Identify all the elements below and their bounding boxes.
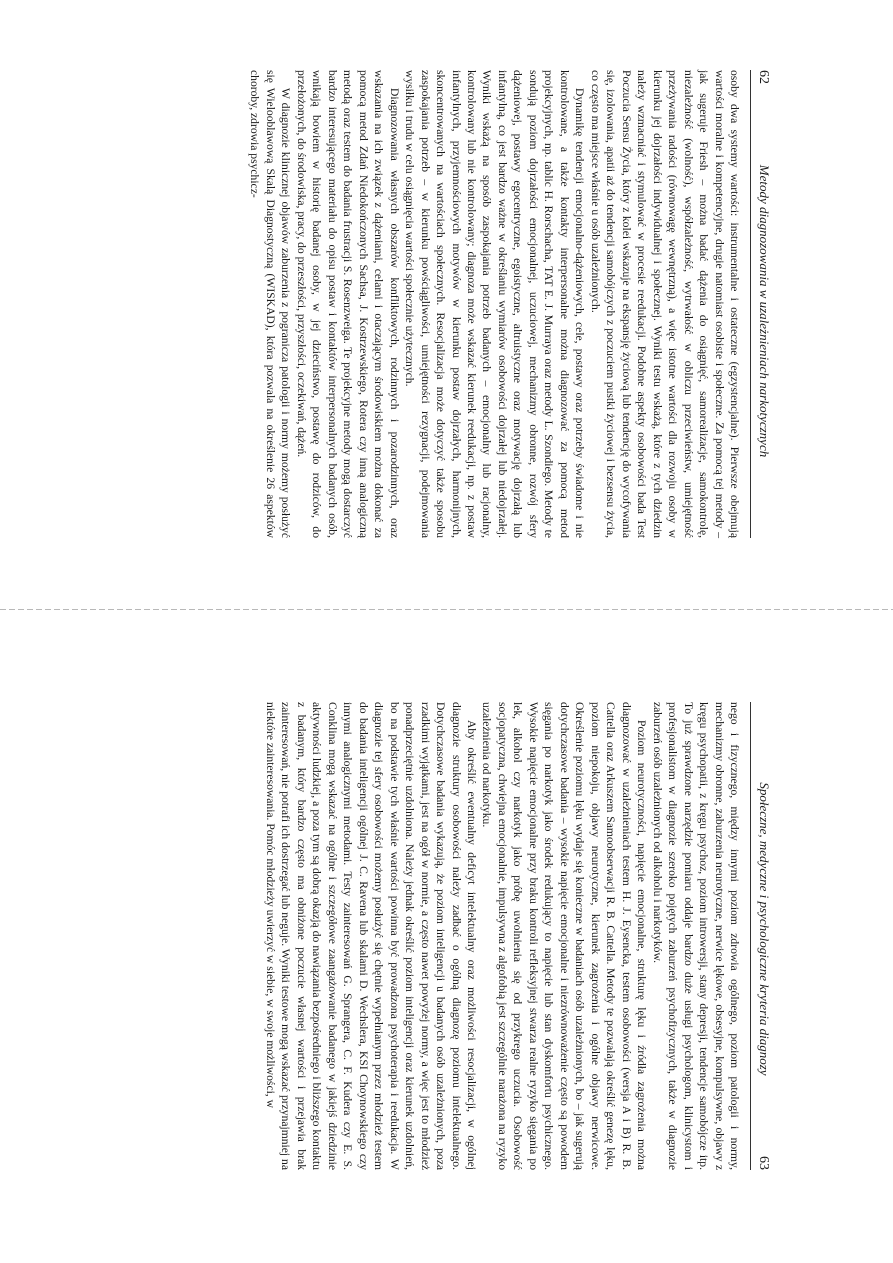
left-page-number: 62 — [756, 70, 771, 84]
page-fold-line — [0, 609, 893, 610]
left-running-title: Metody diagnozowania w uzależnieniach narkotycznych — [757, 164, 772, 458]
left-body-text — [247, 70, 742, 538]
paragraph: W diagnozie klinicznej objawów zaburzenia z pogranicza patologii i normy możemy posłużyć się Wielooblawową Skalą Diagnostyczną (WISKAD), która pozwala na określenie 26 aspektów choroby, zdrowia psychicz- — [248, 70, 293, 538]
left-running-head — [750, 70, 772, 538]
right-page-content — [0, 632, 800, 1232]
paragraph: osoby dwa systemy wartości: instrumentalne i ostateczne (egzystencjalne). Pierwsze obejmują wartości moralne i kompetencyjne, drugie natomiast osobiste i społeczne. Za pomocą tej metody – jak sugeruje Friesh – można badać dążenia do osiągnięć, samorealizacje, samokontrolę, niezależność (wolność), współzależność, wytrwałość w obliczu przeciwieństw, umiejętność przeżywania radości (równowagę wewnętrzną), a więc istotne wartości dla rozwoju osoby w kierunku jej dojrzałości indywidualnej i społecznej. Wyniki testu wskażą, które z tych dziedzin należy wzmacniać i stymulować w procesie reedukacji. Podobne aspekty osobowości bada Test Poczucia Sensu Życia, który z kolei wskazuje na ekspansję życiową lub tendencję do wycofywania się, izolowania, apatii aż do tendencji samobójczych z poczuciem pustki życiowej i bezsensu życia, co często ma miejsce właśnie u osób uzależnionych. — [588, 70, 741, 538]
right-running-title: Społeczne, medyczne i psychologiczne kryteria diagnozy — [757, 782, 772, 1076]
paragraph: Aby określić ewentualny deficyt intelektualny oraz możliwości resocjalizacji, w ogólnej diagnozie struktury osobowości należy zadbać o ogólną diagnozę poziomu intelektualnego. Dotychczasowe badania wykazują, że poziom inteligencji u badanych osób uzależnionych, poza rzadkimi wyjątkami, jest na ogół w normie, a często nawet powyżej normy, a więc jest to młodzież ponadprzeciętnie uzdolniona. Należy jednak określić poziom inteligencji oraz kierunek uzdolnień, bo na podstawie tych właśnie wartości powinna być prowadzona psychoterapia i reedukacja. W diagnozie tej sfery osobowości możemy posłużyć się chętnie wypełnianym przez młodzież testem do badania inteligencji ogólnej J. C. Ravena lub skalami D. Wechslera, KSI Choynowskiego czy innymi analogicznymi metodami. Testy zainteresowań G. Sprangera, C. F. Kudera czy E. S. Conklina mogą wskazać na ogólne i szczegółowe zaangażowanie badanego w jakiejś dziedzinie aktywności ludzkiej, a poza tym są dobrą okazją do nawiązania bezpośredniego i bliższego kontaktu z badanym, który bardzo często ma obniżone poczucie własnej wartości i przejawia brak zainteresowań, nie potrafi ich dostrzegać lub neguje. Wyniki testowe mogą wskazać przynajmniej na niektóre zainteresowania. Pomóc młodzieży uwierzyć w siebie, w swoje możliwości, w — [263, 702, 479, 1170]
paragraph: Diagnozowania własnych obszarów konfliktowych, rodzinnych i pozarodzinnych, oraz wskazania na ich związek z dążeniami, celami i otaczającym środowiskiem można dokonać za pomocą metod Zdań Niedokończonych Sachsa, J. Kostrzewskiego, Rotera czy inną analogiczną metodą oraz testem do badania frustracji S. Rosenzweiga. Te projekcyjne metody mogą dostarczyć bardzo interesującego materiału do opisu postaw i kontaktów interpersonalnych badanych osób, wnikają bowiem w historię badanej osoby, w jej dzieciństwo, postawę do rodziców, do przełożonych, do środowiska, pracy, do przeszłości, przyszłości, oczekiwań, dążeń. — [294, 70, 401, 538]
right-running-head — [750, 702, 772, 1170]
right-page-number: 63 — [756, 1155, 771, 1170]
paragraph: Dynamikę tendencji emocjonalno-dążeniowych, cele, postawy oraz potrzeby świadome i nie kontrolowane, a także kontakty interpersonalne można diagnozować za pomocą metod projekcyjnych, np. tablic H. Rorschacha, TAT E. J. Murraya oraz metody L. Szondiego. Metody te sondują poziom dojrzałości emocjonalnej, uczuciowej, mechanizmy obronne, rozwój sfery dążeniowej, postawy egocentryczne, egoistyczne, altruistyczne oraz motywację dojrzałą lub infantylną, co jest bardzo ważne w określaniu wymiarów osobowości dojrzałej lub niedojrzałej. Wyniki wskażą na sposób zaspokajania potrzeb badanych – emocjonalny lub racjonalny, kontrolowany lub nie kontrolowany; diagnoza może wskazać kierunek reedukacji, np. z postaw infantylnych, przyjemnościowych motywów w kierunku postaw dojrzałych, harmonijnych, skoncentrowanych na wartościach społecznych. Resocjalizacja może dotyczyć także sposobu zaspokajania potrzeb – w kierunku powściągliwości, umiejętności rezygnacji, podejmowania wysiłku i trudu w celu osiągnięcia wartości społecznie użytecznych. — [403, 70, 587, 538]
paragraph: Poziom neurotyczności, napięcie emocjonalne, strukturę lęku i źródła zagrożenia można diagnozować w uzależnieniach testem H. J. Eysencka, testem osobowości (wersja A i B) R. B. Cattella oraz Arkuszem Samoobserwacji R. B. Cattella. Metody te pozwalają określić genezę lęku, poziom niepokoju, objawy neurotyczne, kierunek zagrożenia i ogólne objawy nerwicowe. Określenie poziomu lęku wydaje się konieczne w badaniach osób uzależnionych, bo – jak sugerują dotychczasowe badania – wysokie napięcie emocjonalne i niezrównoważenie często są powodem sięgania po narkotyk jako środek redukujący to napięcie lub stan dyskomfortu psychicznego. Wysokie napięcie emocjonalne przy braku kontroli refleksyjnej stwarza realne ryzyko sięgania po lek, alkohol czy narkotyk jako próbę uwolnienia się od przykrego uczucia. Osobowość socjopatyczna, chwiejna emocjonalnie, impulsywna z algofobią jest szczególnie narażona na ryzyko uzależnienia od narkotyku. — [480, 702, 649, 1170]
right-body-text — [262, 702, 742, 1170]
paragraph: nego i fizycznego, między innymi poziom zdrowia ogólnego, poziom patologii i normy, mechanizmy obronne, zaburzenia neurotyczne, nerwice lękowe, obsesyjne, kompulsywne, objawy z kręgu psychopatii, z kręgu psychoz, poziom introwersji, stany depresji, tendencje samobójcze itp. To już sprawdzone narzędzie pomiaru oddaje bardzo duże usługi psychologom, klinicystom i profesjonalistom w diagnozie szeroko pojętych zaburzeń psychofizycznych, także w diagnozie zaburzeń osób uzależnionych od alkoholu i narkotyków. — [650, 702, 741, 1170]
left-page-content — [0, 0, 800, 600]
